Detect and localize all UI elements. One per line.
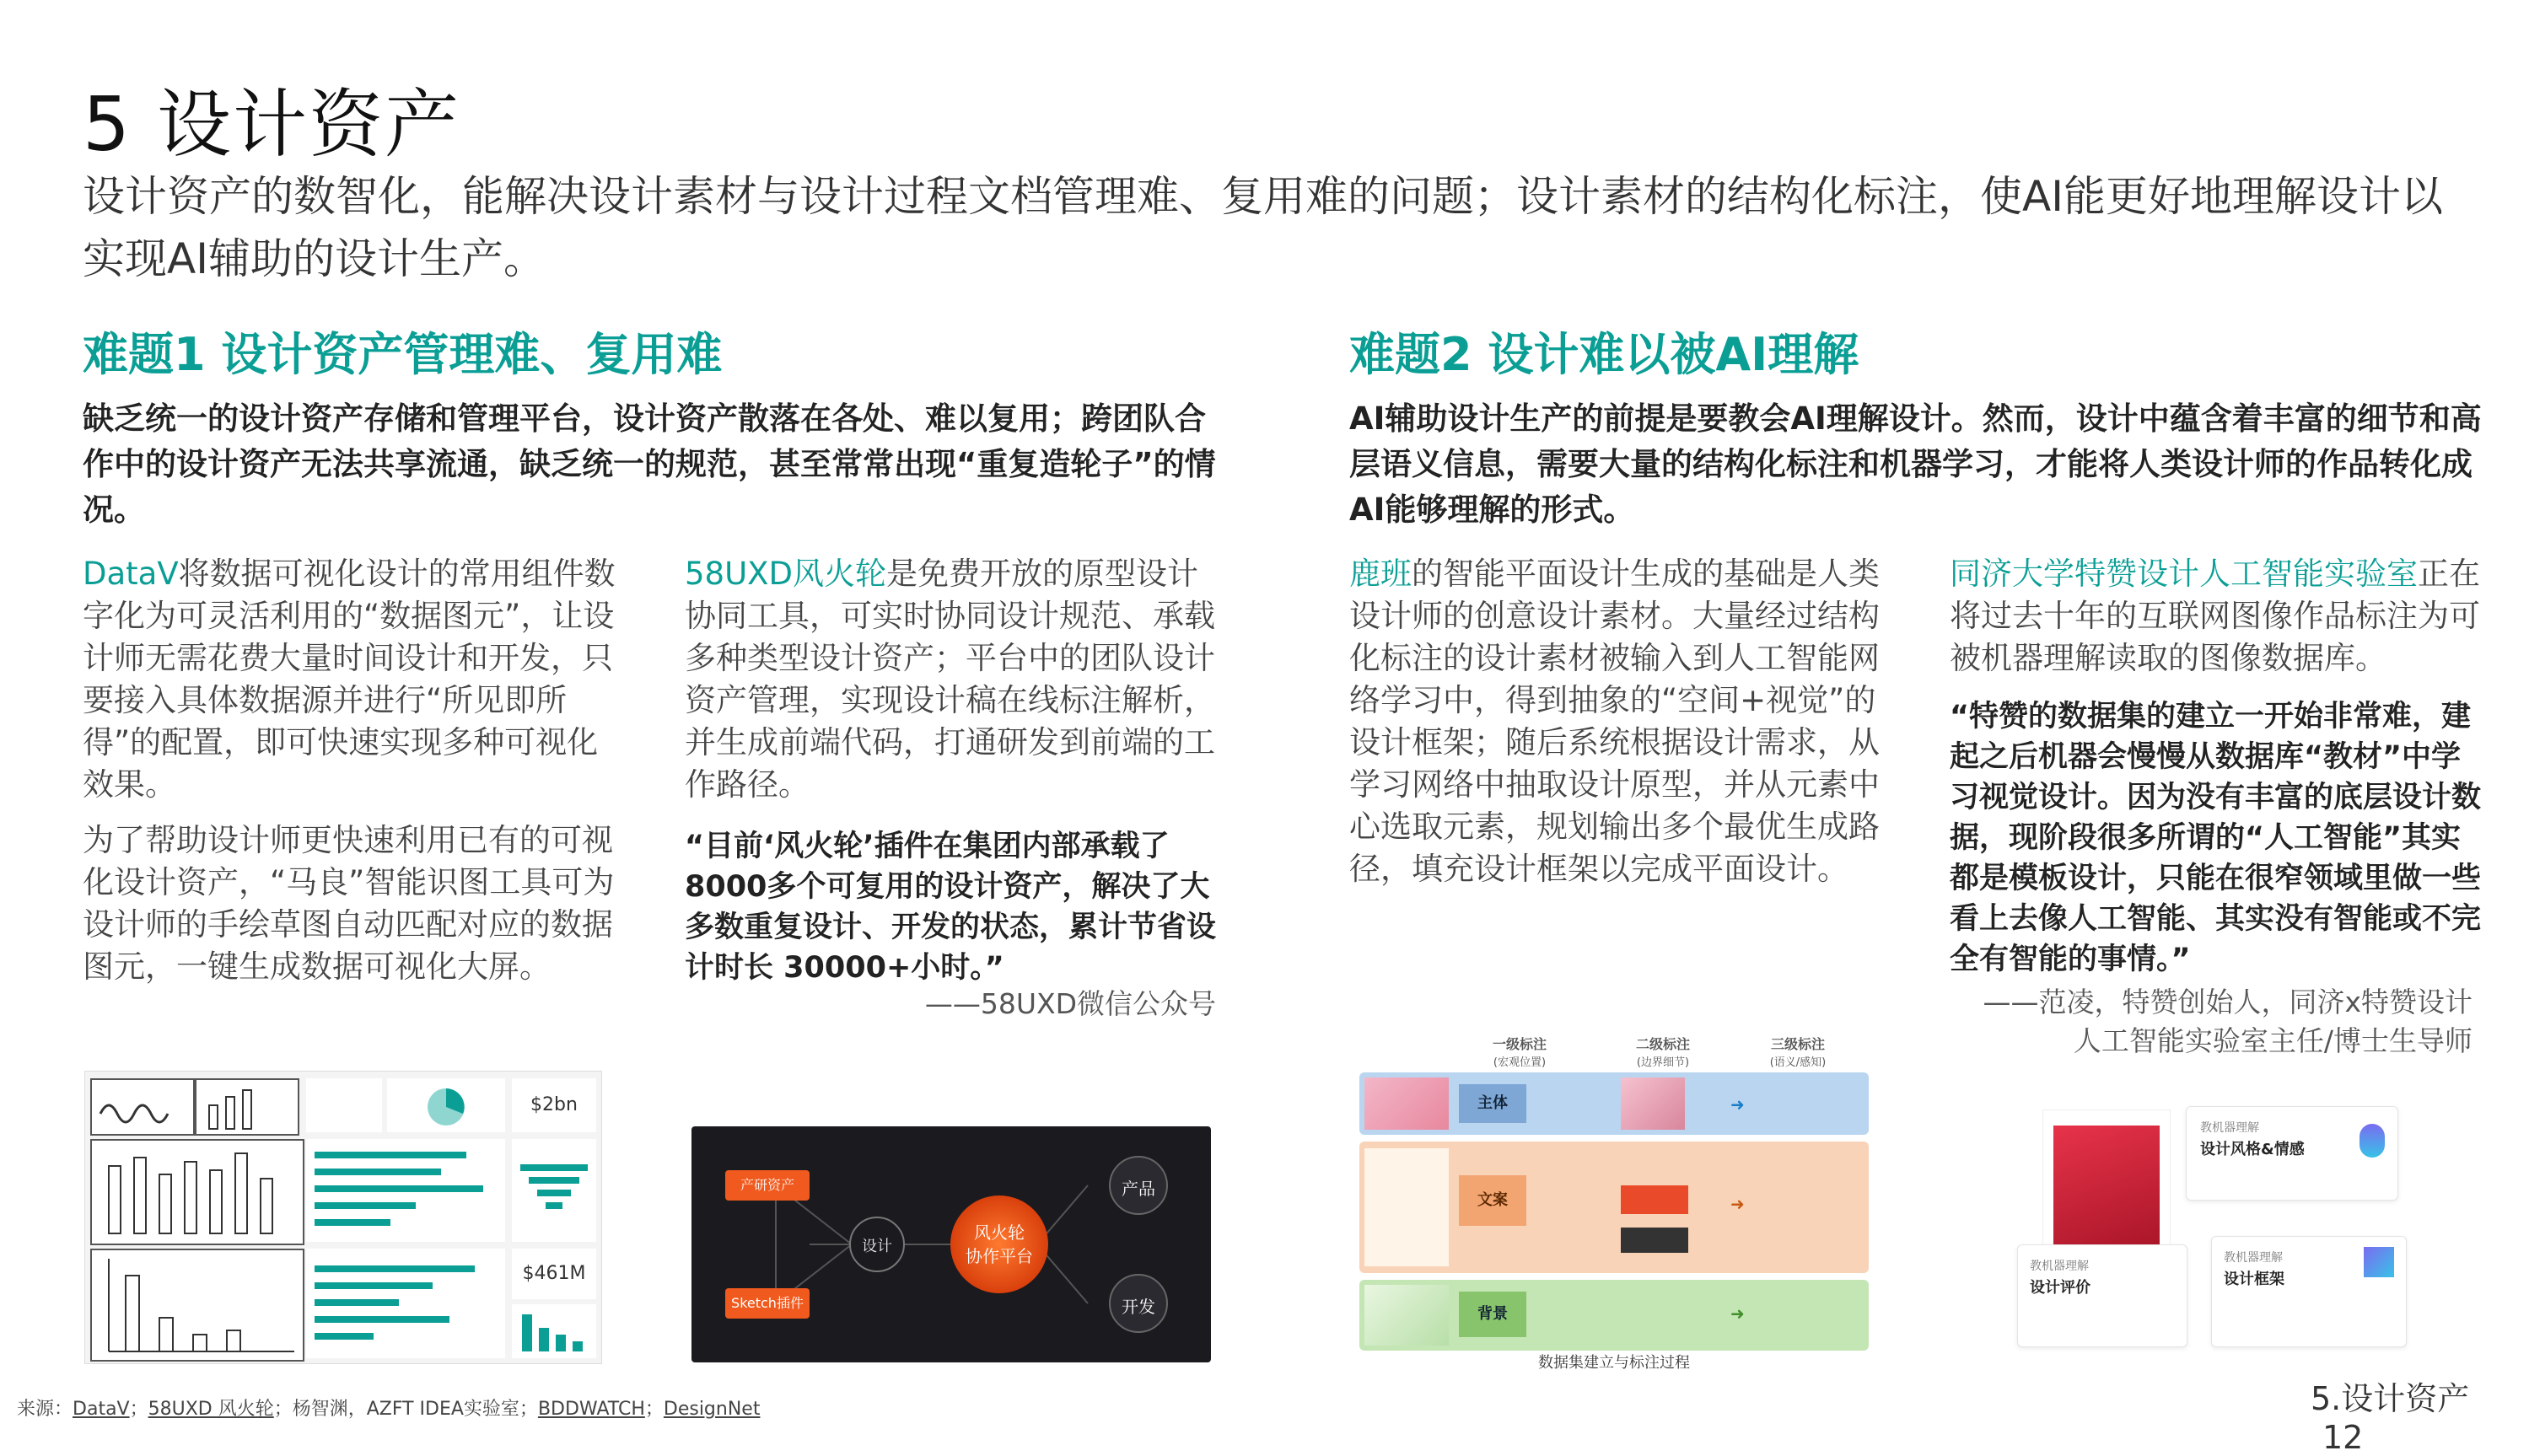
luban-annotation-diagram (1359, 1034, 1870, 1371)
fenghuolun-quote: “目前‘风火轮’插件在集团内部承载了8000多个可复用的设计资产，解决了大多数重复设计、开发的状态，累计节省设计时长 30000+小时。” (685, 830, 1217, 985)
luban-paragraph: 鹿班的智能平面设计生成的基础是人类设计师的创意设计素材。大量经过结构化标注的设计素材被输入到人工智能网络学习中，得到抽象的“空间+视觉”的设计框架；随后系统根据设计需求，从学习网络中抽取设计原型，并从元素中心选取元素，规划输出多个最优生成路径，填充设计框架以完成平面设计。 (1349, 556, 1880, 887)
source-footer: 来源：DataV；58UXD 风火轮；杨智渊，AZFT IDEA实验室；BDDWATCH；DesignNet (17, 1399, 761, 1420)
background-label: 背景 (1459, 1292, 1526, 1337)
pie-tile (387, 1078, 505, 1132)
fenghuolun-diagram (691, 1126, 1211, 1362)
arrow-icon: ➜ (1730, 1303, 1745, 1324)
datav-paragraph: DataV将数据可视化设计的常用组件数字化为可灵活利用的“数据图元”，让设计师无需花费大量时间设计和开发，只要接入具体数据源并进行“所见即所得”的配置，即可快速实现多种可视化效果。 (83, 556, 616, 803)
emotion-icon (2360, 1124, 2385, 1158)
sketch-chart (195, 1078, 299, 1136)
sketch-plugin-node: Sketch插件 (731, 1295, 804, 1311)
dashboard-tile (306, 1078, 382, 1132)
copy-thumbnail (1364, 1148, 1449, 1266)
copy-crop (1621, 1185, 1688, 1214)
problem2-summary: AI辅助设计生产的前提是要教会AI理解设计。然而，设计中蕴含着丰富的细节和高层语义信息，需要大量的结构化标注和机器学习，才能将人类设计师的作品转化成AI能够理解的形式。 (1349, 400, 2482, 528)
lead-paragraph: 设计资产的数智化，能解决设计素材与设计过程文档管理难、复用难的问题；设计素材的结构化标注，使AI能更好地理解设计以实现AI辅助的设计生产。 (83, 172, 2443, 283)
problem1-heading: 难题1 设计资产管理难、复用难 (83, 328, 723, 381)
arrow-icon: ➜ (1730, 1194, 1745, 1214)
arrow-icon: ➜ (1730, 1094, 1745, 1115)
funnel-tile (512, 1139, 596, 1242)
fenghuolun-link[interactable]: 58UXD风火轮 (685, 556, 887, 592)
luban-link[interactable]: 鹿班 (1349, 556, 1412, 592)
source-link-58uxd[interactable]: 58UXD 风火轮 (148, 1399, 274, 1420)
maliang-paragraph: 为了帮助设计师更快速利用已有的可视化设计资产，“马良”智能识图工具可为设计师的手绘草图自动匹配对应的数据图元，一键生成数据可视化大屏。 (83, 822, 615, 985)
asset-node: 产研资产 (740, 1177, 794, 1193)
kpi-value: $461M (512, 1249, 596, 1299)
hbar-tile (306, 1139, 505, 1242)
subject-crop (1621, 1077, 1685, 1130)
copy-label: 文案 (1459, 1175, 1526, 1226)
framework-icon (2364, 1247, 2394, 1277)
source-link-bddwatch[interactable]: BDDWATCH (537, 1399, 645, 1420)
design-node: 设计 (862, 1238, 892, 1255)
subject-thumbnail (1364, 1077, 1449, 1130)
platform-node: 风火轮 协作平台 (966, 1222, 1033, 1266)
copy-crop (1621, 1228, 1688, 1253)
sketch-bars (90, 1139, 304, 1245)
tezign-link[interactable]: 同济大学特赞设计人工智能实验室 (1950, 556, 2418, 592)
section-label: 5.设计资产 (2311, 1380, 2470, 1417)
page-title: 5 设计资产 (83, 81, 460, 168)
product-node: 产品 (1122, 1179, 1155, 1199)
level2-header: 二级标注 (边界细节) (1635, 1036, 1690, 1069)
page-number: 12 (2322, 1419, 2364, 1456)
source-link-designnet[interactable]: DesignNet (663, 1399, 761, 1420)
datav-screenshot (84, 1071, 602, 1364)
tezign-paragraph: 同济大学特赞设计人工智能实验室正在将过去十年的互联网图像作品标注为可被机器理解读取的图像数据库。 (1950, 556, 2480, 676)
source-link-datav[interactable]: DataV (73, 1399, 130, 1420)
background-row (1359, 1280, 1869, 1351)
column-tile (512, 1304, 596, 1358)
level3-header: 三级标注 (语义/感知) (1769, 1036, 1827, 1069)
kpi-revenue: $2bn (512, 1078, 596, 1132)
problem1-summary: 缺乏统一的设计资产存储和管理平台，设计资产散落在各处、难以复用；跨团队合作中的设计资产无法共享流通，缺乏统一的规范，甚至常常出现“重复造轮子”的情况。 (83, 400, 1216, 528)
tezign-cite: ——范凌，特赞创始人，同济x特赞设计 人工智能实验室主任/博士生导师 (1983, 986, 2473, 1057)
evaluation-card: 教机器理解 设计评价 (2017, 1244, 2187, 1347)
page-footer (2311, 1373, 2529, 1456)
fenghuolun-cite: ——58UXD微信公众号 (924, 987, 1216, 1020)
hbar-tile (306, 1249, 505, 1358)
develop-node: 开发 (1122, 1297, 1155, 1317)
sketch-bars (90, 1249, 304, 1362)
problem2-heading: 难题2 设计难以被AI理解 (1349, 328, 1859, 381)
copy-row (1359, 1142, 1869, 1273)
framework-card: 教机器理解 设计框架 (2211, 1236, 2407, 1347)
fenghuolun-paragraph: 58UXD风火轮是免费开放的原型设计协同工具，可实时协同设计规范、承载多种类型设计资产；平台中的团队设计资产管理，实现设计稿在线标注解析，并生成前端代码，打通研发到前端的工作路径。 (685, 556, 1215, 803)
level1-header: 一级标注 (宏观位置) (1492, 1036, 1547, 1069)
background-thumbnail (1364, 1285, 1449, 1346)
diagram-caption: 数据集建立与标注过程 (1538, 1354, 1690, 1372)
subject-label: 主体 (1459, 1084, 1526, 1123)
subject-row (1359, 1072, 1869, 1135)
sketch-chart (90, 1078, 195, 1136)
datav-link[interactable]: DataV (83, 556, 179, 592)
tezign-quote: “特赞的数据集的建立一开始非常难，建起之后机器会慢慢从数据库“教材”中学习视觉设计。因为没有丰富的底层设计数据，现阶段很多所谓的“人工智能”其实都是模板设计，只能在很窄领域里做一些看上去像人工智能、其实没有智能或不完全有智能的事情。” (1950, 700, 2482, 976)
style-emotion-card: 教机器理解 设计风格&情感 (2186, 1106, 2398, 1201)
designnet-screenshot (2017, 1093, 2473, 1362)
